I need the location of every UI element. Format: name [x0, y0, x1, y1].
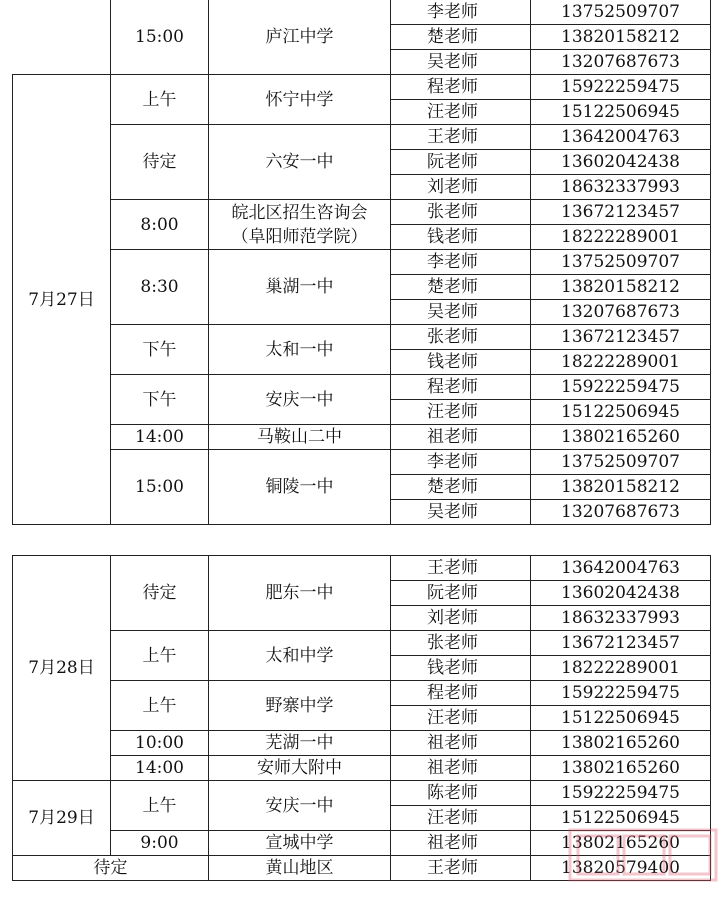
teacher-name: 汪老师	[427, 708, 478, 728]
time-text: 15:00	[135, 477, 184, 497]
phone-cell	[531, 25, 711, 50]
table-row	[13, 250, 711, 275]
phone-cell	[531, 400, 711, 425]
school-cell	[209, 731, 391, 756]
school-cell	[209, 756, 391, 781]
phone-cell	[531, 681, 711, 706]
time-cell	[111, 75, 209, 125]
teacher-name: 楚老师	[427, 277, 478, 297]
schedule-table-body-1	[13, 0, 711, 525]
teacher-name: 李老师	[427, 452, 478, 472]
time-cell	[111, 781, 209, 831]
time-cell	[111, 0, 209, 75]
time-cell	[111, 681, 209, 731]
phone-cell	[531, 606, 711, 631]
school-cell	[209, 125, 391, 200]
phone-number: 13752509707	[561, 252, 680, 272]
teacher-cell	[391, 150, 531, 175]
teacher-name: 王老师	[427, 127, 478, 147]
phone-number: 13802165260	[561, 733, 680, 753]
phone-number: 18632337993	[561, 608, 680, 628]
table-row	[13, 325, 711, 350]
time-text: 下午	[142, 339, 177, 360]
school-cell	[209, 375, 391, 425]
phone-cell	[531, 656, 711, 681]
time-text: 待定	[142, 152, 177, 172]
school-name: 芜湖一中	[265, 733, 334, 753]
date-cell	[13, 856, 209, 881]
teacher-cell	[391, 731, 531, 756]
school-name: 宣城中学	[265, 833, 334, 853]
date-cell	[13, 75, 111, 525]
teacher-cell	[391, 475, 531, 500]
teacher-name: 汪老师	[427, 808, 478, 828]
phone-cell	[531, 500, 711, 525]
teacher-cell	[391, 606, 531, 631]
table-row	[13, 75, 711, 100]
school-cell	[209, 425, 391, 450]
time-cell	[111, 200, 209, 250]
teacher-name: 祖老师	[427, 733, 478, 753]
teacher-name: 汪老师	[427, 402, 478, 422]
date-text: 待定	[93, 858, 128, 878]
teacher-name: 祖老师	[427, 427, 478, 447]
date-text: 7月27日	[28, 289, 95, 310]
time-cell	[111, 731, 209, 756]
time-text: 8:30	[140, 277, 179, 297]
time-cell	[111, 450, 209, 525]
phone-number: 13642004763	[561, 127, 680, 147]
school-name: 安师大附中	[257, 758, 342, 778]
schedule-table-part-2	[12, 555, 711, 881]
school-cell	[209, 831, 391, 856]
teacher-name: 钱老师	[427, 227, 478, 247]
teacher-name: 吴老师	[427, 502, 478, 522]
table-row	[13, 681, 711, 706]
phone-number: 13752509707	[561, 452, 680, 472]
phone-cell	[531, 275, 711, 300]
phone-cell	[531, 781, 711, 806]
time-text: 14:00	[135, 758, 184, 778]
phone-cell	[531, 325, 711, 350]
phone-cell	[531, 150, 711, 175]
time-text: 14:00	[135, 427, 184, 447]
teacher-name: 钱老师	[427, 352, 478, 372]
teacher-name: 阮老师	[427, 583, 478, 603]
phone-cell	[531, 831, 711, 856]
phone-cell	[531, 756, 711, 781]
teacher-cell	[391, 681, 531, 706]
phone-cell	[531, 731, 711, 756]
phone-number: 13820158212	[561, 277, 680, 297]
time-text: 10:00	[135, 733, 184, 753]
teacher-cell	[391, 400, 531, 425]
phone-number: 13672123457	[561, 327, 680, 347]
phone-number: 18632337993	[561, 177, 680, 197]
phone-cell	[531, 75, 711, 100]
teacher-name: 楚老师	[427, 477, 478, 497]
teacher-cell	[391, 781, 531, 806]
teacher-cell	[391, 656, 531, 681]
date-text: 7月29日	[28, 808, 95, 828]
teacher-cell	[391, 425, 531, 450]
phone-number: 13672123457	[561, 202, 680, 222]
phone-number: 15922259475	[561, 783, 680, 803]
phone-number: 13207687673	[561, 52, 680, 72]
phone-number: 13602042438	[561, 152, 680, 172]
teacher-cell	[391, 275, 531, 300]
school-cell	[209, 781, 391, 831]
table-row	[13, 831, 711, 856]
teacher-name: 汪老师	[427, 102, 478, 122]
phone-cell	[531, 300, 711, 325]
time-text: 9:00	[140, 833, 179, 853]
phone-number: 15122506945	[561, 808, 680, 828]
time-text: 上午	[142, 695, 177, 716]
schedule-table-body-2	[13, 556, 711, 881]
phone-cell	[531, 556, 711, 581]
time-cell	[111, 375, 209, 425]
time-text: 上午	[142, 795, 177, 816]
school-name-line2: （阜阳师范学院）	[231, 226, 368, 247]
teacher-cell	[391, 200, 531, 225]
page-gap	[0, 541, 724, 555]
teacher-cell	[391, 556, 531, 581]
teacher-cell	[391, 250, 531, 275]
teacher-cell	[391, 350, 531, 375]
phone-number: 13602042438	[561, 583, 680, 603]
school-name: 怀宁中学	[265, 89, 334, 110]
phone-cell	[531, 706, 711, 731]
teacher-name: 程老师	[427, 77, 478, 97]
phone-cell	[531, 50, 711, 75]
table-row	[13, 425, 711, 450]
phone-cell	[531, 100, 711, 125]
phone-number: 13802165260	[561, 758, 680, 778]
time-cell	[111, 250, 209, 325]
teacher-name: 王老师	[427, 558, 478, 578]
table-row	[13, 731, 711, 756]
school-name: 黄山地区	[265, 858, 334, 878]
teacher-cell	[391, 631, 531, 656]
phone-cell	[531, 250, 711, 275]
school-cell	[209, 0, 391, 75]
teacher-cell	[391, 175, 531, 200]
time-cell	[111, 831, 209, 856]
phone-number: 13752509707	[561, 2, 680, 22]
school-cell	[209, 631, 391, 681]
time-text: 待定	[142, 583, 177, 603]
school-cell	[209, 325, 391, 375]
date-cell	[13, 556, 111, 781]
teacher-cell	[391, 100, 531, 125]
date-cell	[13, 781, 111, 856]
phone-number: 13820158212	[561, 27, 680, 47]
school-name: 巢湖一中	[265, 277, 334, 297]
time-cell	[111, 325, 209, 375]
time-cell	[111, 125, 209, 200]
table-row	[13, 781, 711, 806]
phone-cell	[531, 350, 711, 375]
teacher-name: 楚老师	[427, 27, 478, 47]
teacher-name: 张老师	[427, 327, 478, 347]
phone-number: 13207687673	[561, 302, 680, 322]
teacher-cell	[391, 500, 531, 525]
teacher-cell	[391, 581, 531, 606]
table-row	[13, 856, 711, 881]
phone-number: 18222289001	[561, 352, 680, 372]
teacher-name: 吴老师	[427, 302, 478, 322]
teacher-name: 程老师	[427, 377, 478, 397]
teacher-cell	[391, 756, 531, 781]
teacher-cell	[391, 450, 531, 475]
time-cell	[111, 756, 209, 781]
school-name: 六安一中	[265, 152, 334, 172]
date-text: 7月28日	[28, 658, 95, 678]
teacher-name: 阮老师	[427, 152, 478, 172]
table-row	[13, 200, 711, 225]
teacher-name: 张老师	[427, 633, 478, 653]
teacher-name: 祖老师	[427, 833, 478, 853]
phone-number: 13820158212	[561, 477, 680, 497]
teacher-name: 刘老师	[427, 177, 478, 197]
phone-cell	[531, 856, 711, 881]
table-row	[13, 125, 711, 150]
teacher-cell	[391, 831, 531, 856]
phone-number: 15122506945	[561, 708, 680, 728]
school-cell	[209, 200, 391, 250]
phone-cell	[531, 581, 711, 606]
phone-cell	[531, 450, 711, 475]
time-text: 下午	[142, 389, 177, 410]
phone-number: 15122506945	[561, 102, 680, 122]
teacher-cell	[391, 225, 531, 250]
phone-number: 13820579400	[561, 858, 680, 878]
teacher-cell	[391, 25, 531, 50]
phone-cell	[531, 225, 711, 250]
teacher-name: 李老师	[427, 252, 478, 272]
phone-number: 13642004763	[561, 558, 680, 578]
school-cell	[209, 681, 391, 731]
teacher-name: 张老师	[427, 202, 478, 222]
school-name: 野寨中学	[265, 695, 334, 716]
teacher-cell	[391, 856, 531, 881]
teacher-cell	[391, 325, 531, 350]
time-text: 8:00	[140, 214, 179, 235]
school-cell	[209, 450, 391, 525]
date-cell	[13, 0, 111, 75]
school-name: 太和一中	[265, 339, 334, 360]
table-row	[13, 556, 711, 581]
phone-cell	[531, 125, 711, 150]
phone-number: 15122506945	[561, 402, 680, 422]
teacher-cell	[391, 75, 531, 100]
phone-number: 13207687673	[561, 502, 680, 522]
school-name: 肥东一中	[265, 583, 334, 603]
school-name: 庐江中学	[265, 27, 334, 47]
teacher-name: 王老师	[427, 858, 478, 878]
school-name: 太和中学	[265, 645, 334, 666]
time-cell	[111, 556, 209, 631]
phone-number: 15922259475	[561, 683, 680, 703]
phone-cell	[531, 375, 711, 400]
phone-number: 13672123457	[561, 633, 680, 653]
school-cell	[209, 75, 391, 125]
table-row	[13, 756, 711, 781]
school-cell	[209, 856, 391, 881]
phone-cell	[531, 631, 711, 656]
phone-number: 18222289001	[561, 658, 680, 678]
teacher-name: 李老师	[427, 2, 478, 22]
phone-cell	[531, 175, 711, 200]
table-row	[13, 450, 711, 475]
teacher-name: 陈老师	[427, 783, 478, 803]
teacher-name: 刘老师	[427, 608, 478, 628]
teacher-cell	[391, 125, 531, 150]
schedule-table-part-1	[12, 0, 711, 525]
school-cell	[209, 250, 391, 325]
table-row	[13, 631, 711, 656]
school-name: 铜陵一中	[265, 477, 334, 497]
teacher-cell	[391, 806, 531, 831]
phone-cell	[531, 806, 711, 831]
phone-cell	[531, 475, 711, 500]
time-text: 上午	[142, 89, 177, 110]
time-cell	[111, 631, 209, 681]
phone-number: 13802165260	[561, 427, 680, 447]
phone-cell	[531, 0, 711, 25]
phone-number: 15922259475	[561, 77, 680, 97]
teacher-name: 程老师	[427, 683, 478, 703]
teacher-cell	[391, 0, 531, 25]
phone-number: 13802165260	[561, 833, 680, 853]
time-text: 15:00	[135, 27, 184, 47]
phone-cell	[531, 425, 711, 450]
table-row	[13, 0, 711, 25]
teacher-cell	[391, 300, 531, 325]
teacher-name: 吴老师	[427, 52, 478, 72]
table-row	[13, 375, 711, 400]
teacher-cell	[391, 50, 531, 75]
school-name: 安庆一中	[265, 795, 334, 816]
phone-number: 15922259475	[561, 377, 680, 397]
phone-cell	[531, 200, 711, 225]
teacher-name: 钱老师	[427, 658, 478, 678]
teacher-cell	[391, 375, 531, 400]
school-name: 马鞍山二中	[257, 427, 342, 447]
time-text: 上午	[142, 645, 177, 666]
school-name-line1: 皖北区招生咨询会	[231, 202, 368, 223]
phone-number: 18222289001	[561, 227, 680, 247]
school-name: 安庆一中	[265, 389, 334, 410]
teacher-name: 祖老师	[427, 758, 478, 778]
time-cell	[111, 425, 209, 450]
school-cell	[209, 556, 391, 631]
teacher-cell	[391, 706, 531, 731]
